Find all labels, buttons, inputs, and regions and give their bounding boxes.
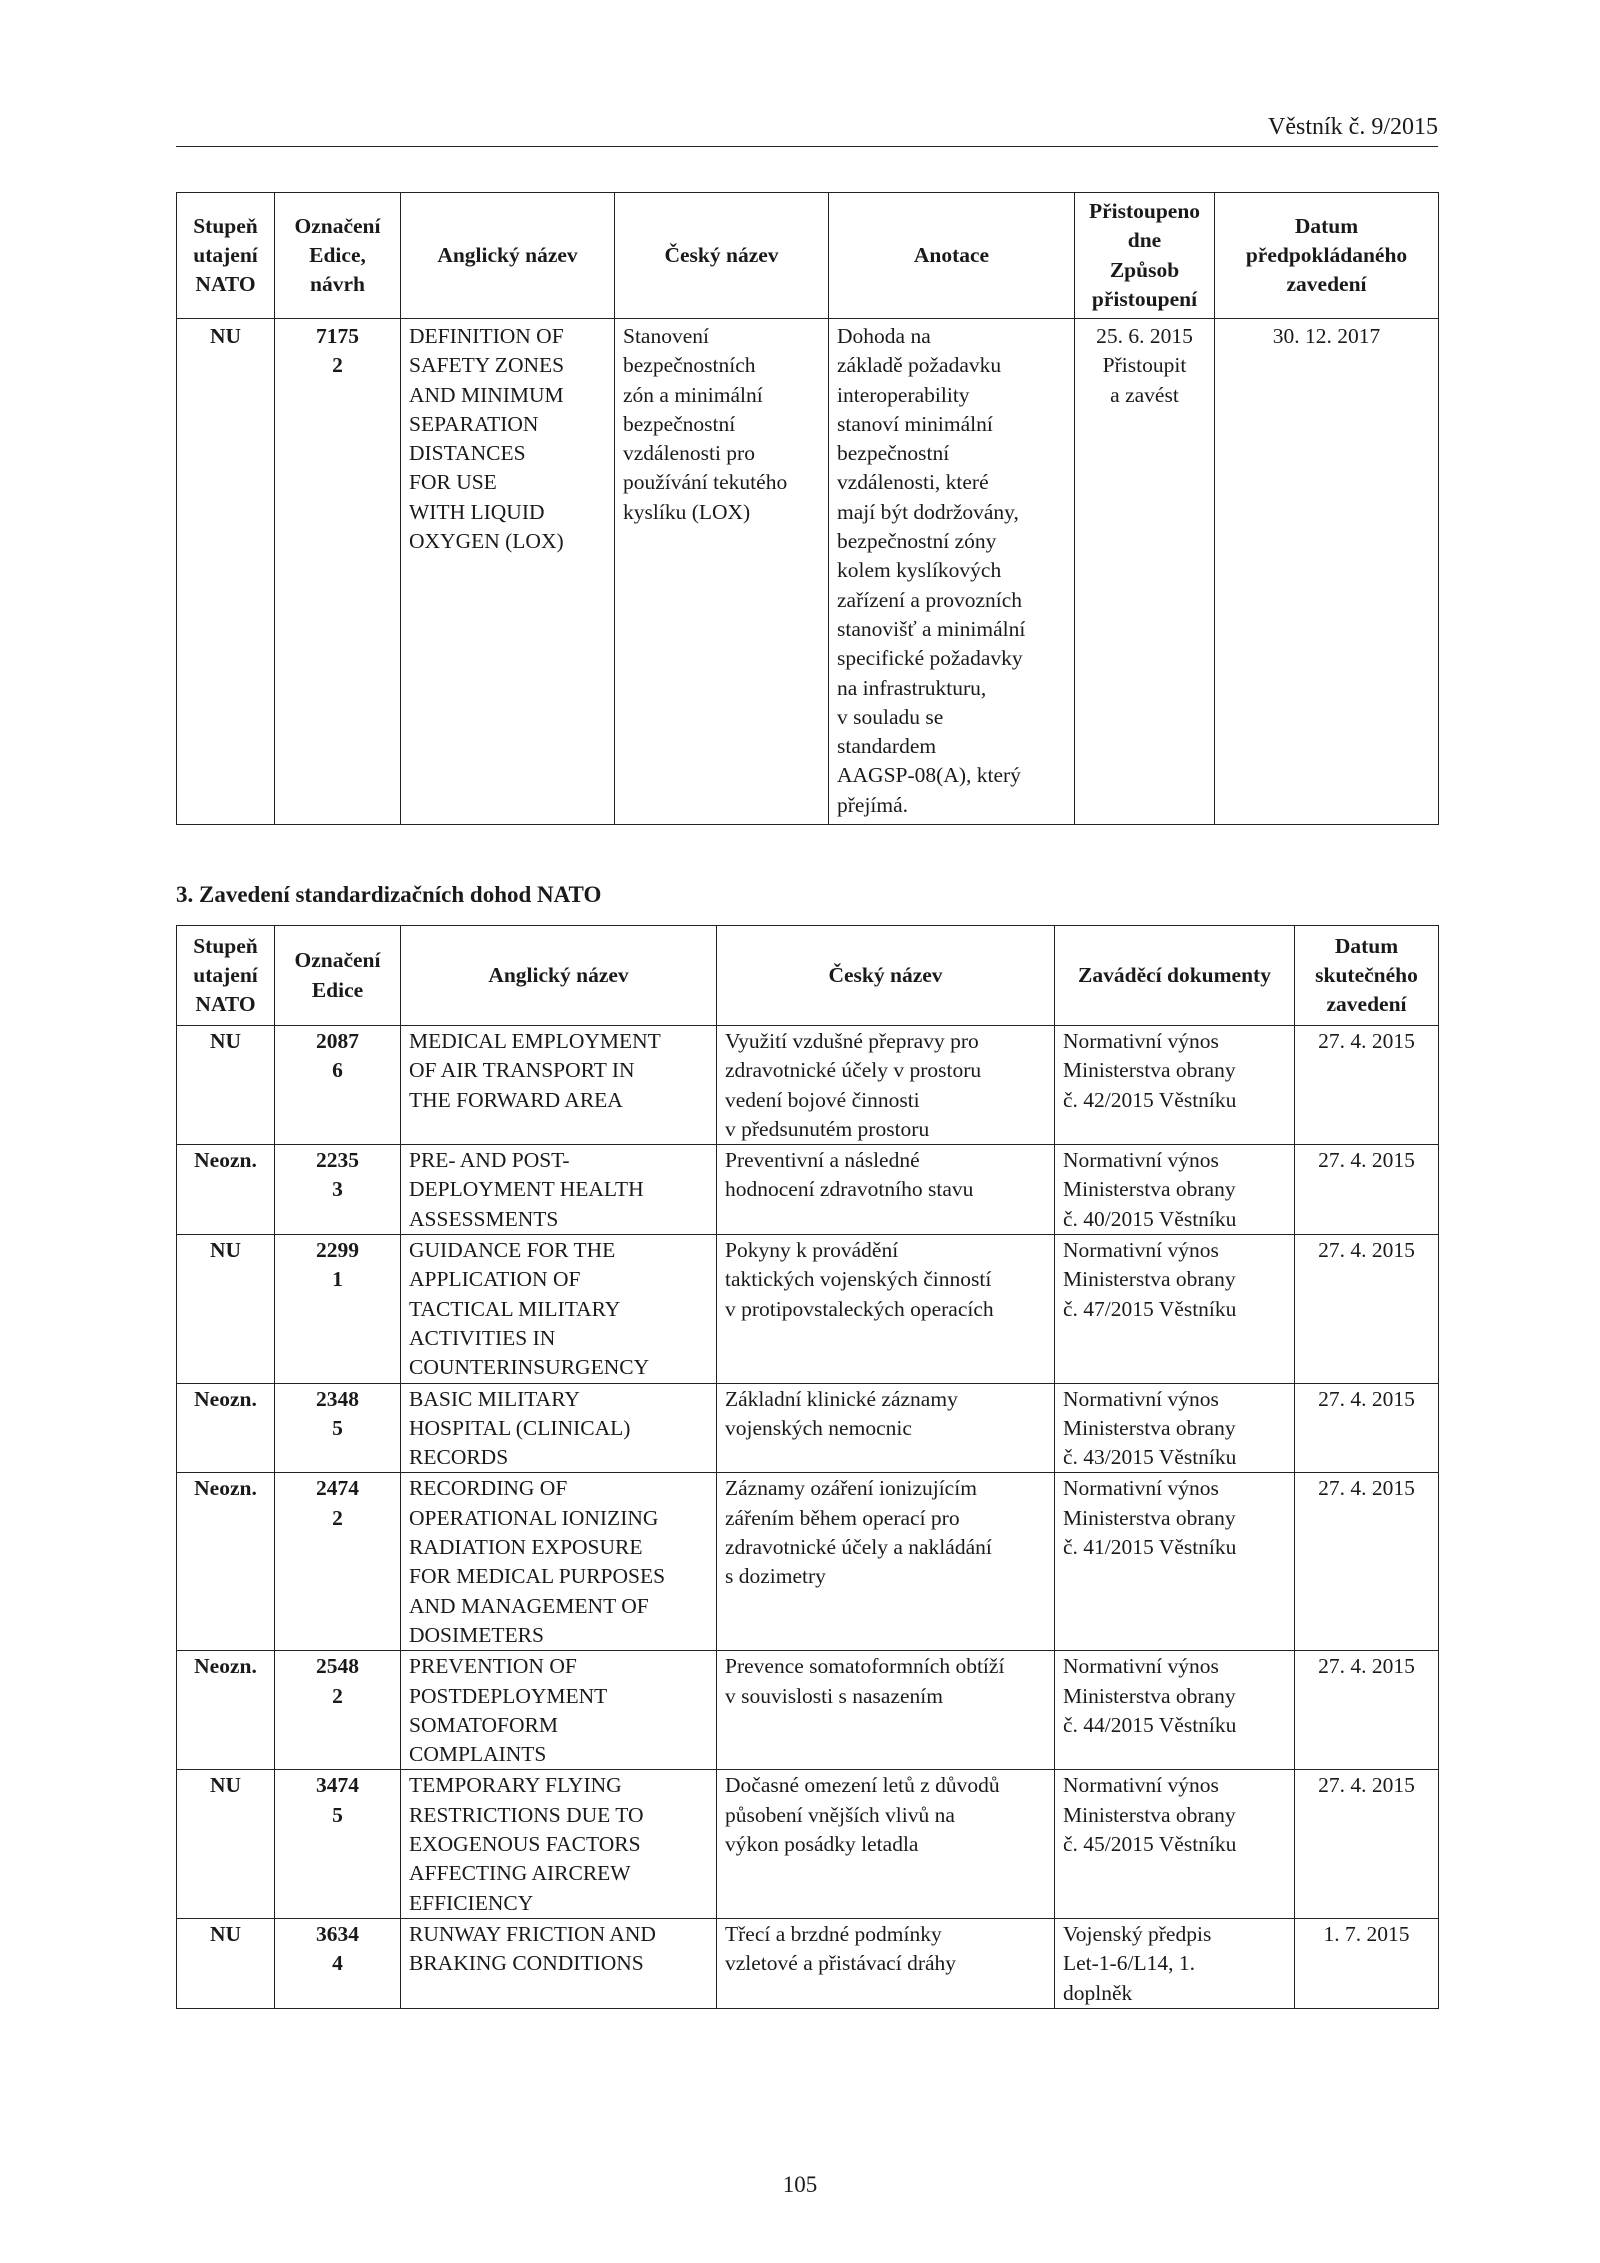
table-row [177,319,1439,825]
text-line: 3 [332,1177,343,1202]
cell-english-name [401,319,615,825]
cell-level: NU [177,1235,275,1383]
cell-english-name [401,1918,717,2008]
text-line: Dočasné omezení letů z důvodů [725,1773,1000,1798]
column-header [1075,193,1215,319]
text-line: Způsob [1109,257,1180,282]
text-line: PREVENTION OF [409,1654,577,1679]
text-line: 2087 [316,1029,359,1053]
text-line: č. 42/2015 Věstníku [1063,1087,1237,1112]
text-line: 5 [332,1802,343,1827]
text-line: AND MINIMUM [409,382,564,407]
text-line: používání tekutého [623,470,788,495]
cell-english-name [401,1651,717,1770]
text-line: Označení [294,213,381,238]
table-row [177,1383,1439,1473]
cell-designation [275,1473,401,1651]
cell-designation [275,1770,401,1918]
cell-designation [275,1651,401,1770]
column-header [275,193,401,319]
cell-date: 27. 4. 2015 [1295,1473,1439,1651]
text-line: vedení bojové činnosti [725,1087,920,1112]
text-line: Normativní výnos [1063,1386,1219,1411]
column-header [1215,193,1439,319]
text-line: OXYGEN (LOX) [409,529,564,554]
text-line: 1 [332,1267,343,1292]
text-line: Třecí a brzdné podmínky [725,1921,942,1946]
text-line: BASIC MILITARY [409,1386,580,1411]
text-line: Dohoda na [837,324,931,348]
text-line: FOR USE [409,470,497,495]
text-line: přistoupení [1091,286,1198,311]
column-header [829,193,1075,319]
text-line: PRE- AND POST- [409,1148,570,1173]
text-line: mají být dodržovány, [837,499,1019,524]
text-line: Vojenský předpis [1063,1921,1212,1946]
cell-level: Neozn. [177,1651,275,1770]
text-line: zavedení [1326,992,1407,1017]
cell-documents [1055,1235,1295,1383]
text-line: Preventivní a následné [725,1148,920,1173]
table-accession [176,192,1439,825]
text-line: dne [1127,228,1162,253]
text-line: Edice, návrh [309,242,366,297]
text-line: kyslíku (LOX) [623,499,751,524]
text-line: zařízení a provozních [837,587,1023,612]
cell-designation [275,1026,401,1145]
column-header [615,193,829,319]
text-line: BRAKING CONDITIONS [409,1951,644,1976]
table-header-row [177,193,1439,319]
text-line: THE FORWARD AREA [409,1087,623,1112]
table-row [177,1235,1439,1383]
text-line: 2 [332,353,343,378]
text-line: Zaváděcí dokumenty [1078,962,1271,987]
cell-czech-name [717,1383,1055,1473]
text-line: zářením během operací pro [725,1505,960,1530]
cell-czech-name [717,1145,1055,1235]
cell-date: 27. 4. 2015 [1295,1145,1439,1235]
text-line: skutečného [1315,962,1418,987]
text-line: COMPLAINTS [409,1742,547,1767]
text-line: Český název [828,962,943,987]
text-line: ASSESSMENTS [409,1206,559,1231]
text-line: Přistoupit [1102,353,1187,378]
text-line: Anglický název [437,242,578,267]
text-line: Datum [1294,213,1359,238]
column-header [401,193,615,319]
text-line: 3474 [316,1773,359,1798]
text-line: Normativní výnos [1063,1148,1219,1173]
cell-documents [1055,1473,1295,1651]
text-line: AAGSP-08(A), který [837,763,1021,788]
text-line: v souvislosti s nasazením [725,1683,943,1708]
text-line: POSTDEPLOYMENT [409,1683,608,1708]
section-title: 3. Zavedení standardizačních dohod NATO [176,882,602,907]
text-line: 4 [332,1951,343,1976]
text-line: 25. 6. 2015 [1096,324,1193,348]
text-line: Ministerstva obrany [1063,1683,1236,1708]
text-line: standardem [837,734,937,759]
text-line: Prevence somatoformních obtíží [725,1654,1005,1679]
text-line: specifické požadavky [837,646,1023,671]
cell-czech-name [717,1770,1055,1918]
text-line: 2 [332,1505,343,1530]
text-line: Záznamy ozáření ionizujícím [725,1476,977,1501]
cell-annotation [829,319,1075,825]
text-line: hodnocení zdravotního stavu [725,1177,974,1202]
text-line: APPLICATION OF [409,1267,581,1292]
text-line: přejímá. [837,792,909,817]
cell-level: Neozn. [177,1145,275,1235]
text-line: TACTICAL MILITARY [409,1296,621,1321]
cell-english-name [401,1383,717,1473]
text-line: v předsunutém prostoru [725,1116,930,1141]
text-line: Pokyny k provádění [725,1238,899,1263]
text-line: stanovišť a minimální [837,616,1026,641]
text-line: Ministerstva obrany [1063,1267,1236,1292]
text-line: 2348 [316,1386,359,1411]
text-line: výkon posádky letadla [725,1832,919,1857]
cell-documents [1055,1026,1295,1145]
text-line: DISTANCES [409,441,526,466]
text-line: na infrastrukturu, [837,675,987,700]
text-line: vzdálenosti pro [623,441,755,466]
text-line: Stupeň [193,213,258,238]
text-line: EFFICIENCY [409,1890,534,1915]
text-line: ACTIVITIES IN [409,1325,556,1350]
text-line: DEFINITION OF [409,324,564,348]
running-header [176,108,1438,147]
column-header [401,926,717,1026]
cell-czech-name [717,1918,1055,2008]
text-line: RADIATION EXPOSURE [409,1535,643,1560]
text-line: 2474 [316,1476,359,1501]
text-line: 2299 [316,1238,359,1263]
text-line: utajení [193,962,258,987]
text-line: č. 47/2015 Věstníku [1063,1296,1237,1321]
cell-documents [1055,1383,1295,1473]
text-line: Ministerstva obrany [1063,1802,1236,1827]
cell-documents [1055,1918,1295,2008]
text-line: Anotace [913,242,990,267]
cell-czech-name [717,1651,1055,1770]
text-line: s dozimetry [725,1564,826,1589]
cell-designation [275,1918,401,2008]
text-line: Normativní výnos [1063,1654,1219,1679]
text-line: 7175 [316,324,359,348]
text-line: 5 [332,1415,343,1440]
page-number: 105 [782,2172,818,2197]
text-line: zdravotnické účely a nakládání [725,1535,992,1560]
text-line: Anglický název [488,962,629,987]
cell-documents [1055,1651,1295,1770]
text-line: č. 43/2015 Věstníku [1063,1445,1237,1470]
text-line: DOSIMETERS [409,1622,544,1647]
text-line: RECORDING OF [409,1476,568,1501]
cell-english-name [401,1235,717,1383]
cell-date: 27. 4. 2015 [1295,1770,1439,1918]
cell-expected-date: 30. 12. 2017 [1215,319,1439,825]
cell-level: Neozn. [177,1473,275,1651]
cell-english-name [401,1473,717,1651]
text-line: č. 44/2015 Věstníku [1063,1712,1237,1737]
text-line: RESTRICTIONS DUE TO [409,1802,644,1827]
text-line: 2548 [316,1654,359,1679]
text-line: SAFETY ZONES [409,353,565,378]
text-line: HOSPITAL (CLINICAL) [409,1415,631,1440]
text-line: Základní klinické záznamy [725,1386,958,1411]
column-header [717,926,1055,1026]
cell-czech-name [717,1473,1055,1651]
cell-designation [275,1383,401,1473]
cell-level: Neozn. [177,1383,275,1473]
text-line: interoperability [837,382,970,407]
table-row [177,1651,1439,1770]
cell-documents [1055,1145,1295,1235]
text-line: a zavést [1110,382,1179,407]
text-line: doplněk [1063,1980,1133,2005]
running-title: Věstník č. 9/2015 [1268,114,1438,140]
text-line: Ministerstva obrany [1063,1177,1236,1202]
cell-date: 27. 4. 2015 [1295,1383,1439,1473]
column-header [275,926,401,1026]
table-row [177,1918,1439,2008]
text-line: DEPLOYMENT HEALTH [409,1177,644,1202]
text-line: č. 40/2015 Věstníku [1063,1206,1237,1231]
text-line: Normativní výnos [1063,1773,1219,1798]
text-line: zdravotnické účely v prostoru [725,1058,982,1083]
text-line: v souladu se [837,704,944,729]
text-line: WITH LIQUID [409,499,545,524]
cell-documents [1055,1770,1295,1918]
text-line: Edice [311,977,364,1002]
text-line: COUNTERINSURGENCY [409,1355,650,1380]
text-line: č. 41/2015 Věstníku [1063,1535,1237,1560]
cell-level: NU [177,319,275,825]
text-line: SOMATOFORM [409,1712,558,1737]
text-line: Přistoupeno [1088,198,1201,223]
table-header-row [177,926,1439,1026]
column-header [1055,926,1295,1026]
text-line: 2 [332,1683,343,1708]
cell-date: 27. 4. 2015 [1295,1651,1439,1770]
text-line: EXOGENOUS FACTORS [409,1832,641,1857]
table-row [177,1145,1439,1235]
text-line: zón a minimální [623,382,763,407]
text-line: Ministerstva obrany [1063,1058,1236,1083]
text-line: č. 45/2015 Věstníku [1063,1832,1237,1857]
text-line: NATO [195,992,256,1017]
text-line: NATO [195,272,256,297]
text-line: Ministerstva obrany [1063,1415,1236,1440]
text-line: Využití vzdušné přepravy pro [725,1029,979,1053]
text-line: Ministerstva obrany [1063,1505,1236,1530]
cell-date: 27. 4. 2015 [1295,1235,1439,1383]
cell-czech-name [717,1235,1055,1383]
text-line: OF AIR TRANSPORT IN [409,1058,635,1083]
table-row [177,1770,1439,1918]
column-header [177,193,275,319]
cell-designation [275,1235,401,1383]
column-header [1295,926,1439,1026]
text-line: bezpečnostní [623,411,736,436]
text-line: AFFECTING AIRCREW [409,1861,631,1886]
text-line: kolem kyslíkových [837,558,1002,583]
text-line: FOR MEDICAL PURPOSES [409,1564,666,1589]
cell-date: 27. 4. 2015 [1295,1026,1439,1145]
cell-czech-name [717,1026,1055,1145]
text-line: Normativní výnos [1063,1476,1219,1501]
table-implementation [176,925,1439,2009]
cell-english-name [401,1026,717,1145]
text-line: stanoví minimální [837,411,993,436]
text-line: vojenských nemocnic [725,1415,912,1440]
cell-english-name [401,1770,717,1918]
text-line: Normativní výnos [1063,1029,1219,1053]
text-line: základě požadavku [837,353,1002,378]
text-line: Stupeň [193,933,258,958]
text-line: vzletové a přistávací dráhy [725,1951,957,1976]
text-line: Normativní výnos [1063,1238,1219,1263]
text-line: taktických vojenských činností [725,1267,992,1292]
cell-date: 1. 7. 2015 [1295,1918,1439,2008]
text-line: 6 [332,1058,343,1083]
cell-czech-name [615,319,829,825]
text-line: působení vnějších vlivů na [725,1802,955,1827]
text-line: Let-1-6/L14, 1. [1063,1951,1195,1976]
cell-designation [275,1145,401,1235]
text-line: OPERATIONAL IONIZING [409,1505,659,1530]
text-line: SEPARATION [409,411,539,436]
text-line: 2235 [316,1148,359,1173]
text-line: zavedení [1286,272,1367,297]
text-line: Stanovení [623,324,709,348]
text-line: předpokládaného [1245,242,1408,267]
cell-english-name [401,1145,717,1235]
text-line: v protipovstaleckých operacích [725,1296,994,1321]
column-header [177,926,275,1026]
table-row [177,1473,1439,1651]
text-line: Český název [664,242,779,267]
table-row [177,1026,1439,1145]
text-line: bezpečnostních [623,353,756,378]
cell-level: NU [177,1026,275,1145]
text-line: 3634 [316,1921,359,1946]
text-line: GUIDANCE FOR THE [409,1238,616,1263]
text-line: Datum [1334,933,1399,958]
text-line: Označení [294,948,381,973]
text-line: RUNWAY FRICTION AND [409,1921,656,1946]
text-line: utajení [193,242,258,267]
cell-level: NU [177,1918,275,2008]
text-line: MEDICAL EMPLOYMENT [409,1029,661,1053]
text-line: vzdálenosti, které [837,470,989,495]
text-line: AND MANAGEMENT OF [409,1593,649,1618]
text-line: bezpečnostní [837,441,950,466]
cell-level: NU [177,1770,275,1918]
text-line: RECORDS [409,1445,509,1470]
text-line: bezpečnostní zóny [837,529,997,554]
text-line: TEMPORARY FLYING [409,1773,622,1798]
cell-designation [275,319,401,825]
cell-accession [1075,319,1215,825]
